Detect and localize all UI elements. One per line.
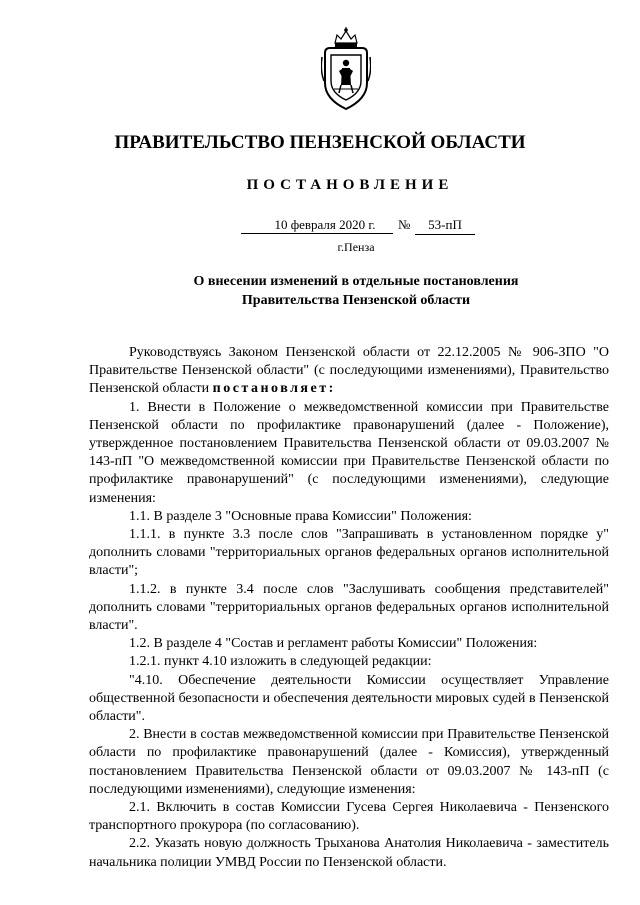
government-name: ПРАВИТЕЛЬСТВО ПЕНЗЕНСКОЙ ОБЛАСТИ xyxy=(114,132,526,153)
document-city: г.Пенза xyxy=(337,240,375,254)
intro-paragraph xyxy=(89,344,609,399)
paragraph: 1.1. В разделе 3 "Основные права Комиссии" Положения: xyxy=(129,508,472,524)
paragraph: 1. Внести в Положение о межведомственной комиссии при Правительстве Пензенской области по профилактике правонарушений (далее - Положение), утвержденное постановлением Правительства Пензенской области от 09.03.2007 № 143-пП "О межведомственной комиссии при Правительстве Пензенской области по профилактике правонарушений" (с последующими изменениями), следующие изменения: xyxy=(89,399,609,506)
paragraph: 1.1.1. в пункте 3.3 после слов "Запрашивать в установленном порядке у" дополнить словами "территориальных органов федеральных органов исполнительной власти"; xyxy=(89,527,609,579)
document-title-line-2: Правительства Пензенской области xyxy=(241,293,471,308)
number-label: № xyxy=(398,217,411,232)
paragraph: 2.2. Указать новую должность Трыханова Анатолия Николаевича - заместитель начальника полиции УМВД России по Пензенской области. xyxy=(89,836,609,870)
resolves-word: постановляет: xyxy=(212,381,336,397)
document-title xyxy=(0,272,640,310)
document-body xyxy=(89,344,609,872)
paragraph: "4.10. Обеспечение деятельности Комиссии осуществляет Управление общественной безопасности и обеспечения деятельности мировых судей в Пензенской области". xyxy=(89,672,609,725)
intro-text: Руководствуясь Законом Пензенской области от 22.12.2005 № 906-ЗПО "О Правительстве Пензенской области" (с последующими изменениями), Правительство Пензенской области xyxy=(89,345,609,397)
document-title-line-1: О внесении изменений в отдельные постановления xyxy=(193,274,519,289)
paragraph: 1.1.2. в пункте 3.4 после слов "Заслушивать сообщения представителей" дополнить словами "территориальных органов федеральных органов исполнительной власти". xyxy=(89,581,609,634)
paragraph: 1.2. В разделе 4 "Состав и регламент работы Комиссии" Положения: xyxy=(129,636,538,652)
paragraph: 2.1. Включить в состав Комиссии Гусева Сергея Николаевича - Пензенского транспортного прокурора (по согласованию). xyxy=(89,800,609,834)
document-type: ПОСТАНОВЛЕНИЕ xyxy=(246,177,454,193)
paragraph: 1.2.1. пункт 4.10 изложить в следующей редакции: xyxy=(129,654,432,670)
penza-oblast-coat-of-arms-icon xyxy=(321,27,371,111)
document-number: 53-пП xyxy=(415,217,475,235)
paragraph: 2. Внести в состав межведомственной комиссии при Правительстве Пензенской области по профилактике правонарушений (далее - Комиссия), утвержденный постановлением Правительства Пензенской области от 09.03.2007 № 143-пП (с последующими изменениями), следующие изменения: xyxy=(89,727,609,797)
document-date: 10 февраля 2020 г. xyxy=(241,217,393,234)
